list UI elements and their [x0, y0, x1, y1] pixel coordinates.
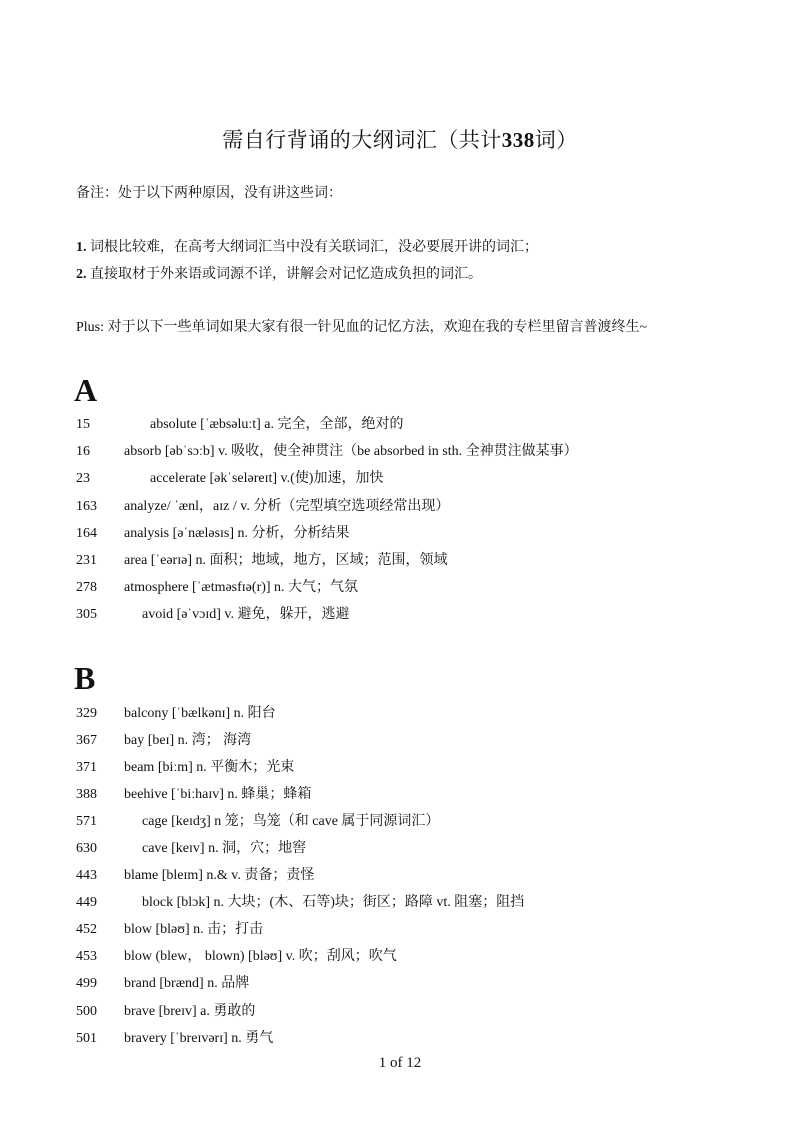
vocab-entry: [76, 731, 251, 751]
reason-1-text: 词根比较难，在高考大纲词汇当中没有关联词汇，没必要展开讲的词汇；: [90, 240, 538, 255]
vocab-entry: [76, 893, 524, 913]
entry-number: 16: [76, 444, 90, 459]
section-letter-b: B: [74, 660, 96, 696]
note-intro: 备注：处于以下两种原因，没有讲这些词：: [76, 186, 342, 201]
vocab-entry: [76, 605, 350, 625]
entry-number: 452: [76, 922, 97, 937]
page-number: 1 of 12: [378, 1055, 422, 1071]
entry-text: blow (blew， blown) [bləʊ] v. 吹；刮风；吹气: [124, 949, 397, 964]
vocab-entry: [76, 578, 358, 598]
entry-text: blame [bleɪm] n.& v. 责备；责怪: [124, 868, 315, 883]
vocab-entry: [76, 551, 447, 571]
reason-2-text: 直接取材于外来语或词源不详，讲解会对记忆造成负担的词汇。: [90, 267, 482, 282]
entry-text: blow [bləʊ] n. 击；打击: [124, 922, 264, 937]
vocab-entry: [76, 785, 311, 805]
vocab-entry: [76, 442, 578, 462]
entry-text: cave [keɪv] n. 洞，穴；地窖: [142, 841, 307, 856]
vocab-entry: [76, 920, 263, 940]
entry-number: 500: [76, 1004, 97, 1019]
entry-text: absolute [ˈæbsəluːt] a. 完全，全部，绝对的: [150, 417, 404, 432]
vocab-entry: [76, 1002, 255, 1022]
entry-text: analyze/ ˈænl，aɪz / v. 分析（完型填空选项经常出现）: [124, 499, 450, 514]
entry-text: bravery [ˈbreɪvərɪ] n. 勇气: [124, 1031, 274, 1046]
reason-2-number: 2.: [76, 267, 87, 282]
entry-number: 367: [76, 733, 97, 748]
entry-number: 305: [76, 607, 97, 622]
entry-text: block [blɔk] n. 大块；(木、石等)块；街区；路障 vt. 阻塞；阻挡: [142, 895, 525, 910]
reason-1-number: 1.: [76, 240, 87, 255]
entry-number: 23: [76, 471, 90, 486]
entry-number: 501: [76, 1031, 97, 1046]
entry-number: 571: [76, 814, 97, 829]
vocab-entry: [76, 704, 276, 724]
entry-text: avoid [əˈvɔɪd] v. 避免，躲开，逃避: [142, 607, 350, 622]
entry-text: cage [keɪdʒ] n 笼；鸟笼（和 cave 属于同源词汇）: [142, 814, 440, 829]
vocab-entry: [76, 839, 306, 859]
title-prefix: 需自行背诵的大纲词汇（共计: [222, 128, 502, 152]
vocab-entry: [76, 415, 404, 435]
note-reason-2: [76, 265, 482, 285]
entry-number: 443: [76, 868, 97, 883]
title-suffix: 词）: [534, 128, 578, 152]
page-title: [0, 124, 800, 154]
entry-text: brand [brænd] n. 品牌: [124, 976, 250, 991]
entry-number: 278: [76, 580, 97, 595]
vocab-entry: [76, 1029, 273, 1049]
entry-number: 388: [76, 787, 97, 802]
entry-number: 329: [76, 706, 97, 721]
entry-number: 15: [76, 417, 90, 432]
entry-text: beam [biːm] n. 平衡木；光束: [124, 760, 295, 775]
entry-number: 453: [76, 949, 97, 964]
entry-number: 164: [76, 526, 97, 541]
vocab-entry: [76, 469, 383, 489]
note-reason-1: [76, 238, 538, 258]
vocab-entry: [76, 812, 439, 832]
title-count: 338: [501, 128, 535, 152]
entry-text: absorb [əbˈsɔːb] v. 吸收，使全神贯注（be absorbed in sth. 全神贯注做某事）: [124, 444, 578, 459]
note-plus: Plus: 对于以下一些单词如果大家有很一针见血的记忆方法，欢迎在我的专栏里留言普渡终生~: [76, 320, 648, 335]
entry-number: 449: [76, 895, 97, 910]
entry-number: 499: [76, 976, 97, 991]
entry-text: accelerate [əkˈseləreɪt] v.(使)加速，加快: [150, 471, 384, 486]
entry-text: beehive [ˈbiːhaɪv] n. 蜂巢；蜂箱: [124, 787, 312, 802]
entry-number: 630: [76, 841, 97, 856]
vocab-entry: [76, 866, 314, 886]
vocab-entry: [76, 497, 449, 517]
entry-text: brave [breɪv] a. 勇敢的: [124, 1004, 256, 1019]
vocab-entry: [76, 524, 350, 544]
entry-text: analysis [əˈnæləsɪs] n. 分析，分析结果: [124, 526, 350, 541]
vocab-entry: [76, 974, 249, 994]
section-letter-a: A: [74, 372, 98, 408]
vocab-entry: [76, 947, 397, 967]
entry-text: area [ˈeərɪə] n. 面积；地域，地方，区域；范围，领域: [124, 553, 448, 568]
entry-number: 163: [76, 499, 97, 514]
entry-text: atmosphere [ˈætməsfɪə(r)] n. 大气；气氛: [124, 580, 359, 595]
entry-text: balcony [ˈbælkənɪ] n. 阳台: [124, 706, 276, 721]
entry-text: bay [beɪ] n. 湾； 海湾: [124, 733, 252, 748]
entry-number: 371: [76, 760, 97, 775]
vocab-entry: [76, 758, 294, 778]
entry-number: 231: [76, 553, 97, 568]
